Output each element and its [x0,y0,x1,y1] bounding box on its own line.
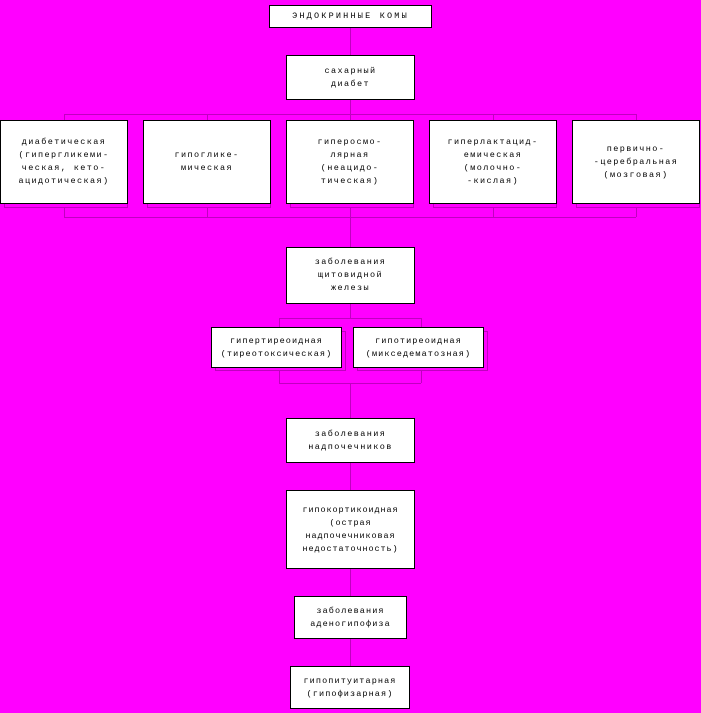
connector-d4-down [493,207,494,217]
node-hypocorticoid-coma-line-1: (острая [329,517,372,528]
node-hypocorticoid-coma-line-2: надпочечниковая [305,530,396,541]
node-diabetic-coma-line-1: (гипергликеми- [18,150,110,160]
node-primary-cerebral-coma[interactable] [572,120,700,204]
node-thyroid-diseases-line-1: щитовидной [317,270,383,280]
node-hypoglycemic-coma-line-0: гипоглике- [174,150,240,160]
connector-d3-down [350,207,351,217]
node-adenohypophysis-diseases-line-1: аденогипофиза [310,618,391,629]
connector-root-to-diabetes [350,28,351,55]
node-diabetic-coma-line-0: диабетическая [21,137,107,147]
node-thyroid-diseases-line-0: заболевания [314,257,387,267]
node-hypoglycemic-coma[interactable] [143,120,271,204]
node-hypothyroid-coma-line-0: гипотиреоидная [375,335,462,346]
node-diabetic-coma-line-3: ацидотическая) [18,176,110,186]
node-hyperthyroid-coma-line-0: гипертиреоидная [229,335,323,346]
node-hyperlactacidemic-coma-line-3: -кислая) [466,176,519,186]
node-hyperlactacidemic-coma[interactable] [429,120,557,204]
node-diabetes-line-1: диабет [330,78,370,89]
node-adenohypophysis-diseases[interactable] [294,596,407,639]
node-adenohypophysis-diseases-line-0: заболевания [316,605,385,616]
connector-d1-down [64,207,65,217]
node-root[interactable] [269,5,432,28]
node-hyperosmolar-coma[interactable] [286,120,414,204]
node-hypopituitary-coma-line-1: (гипофизарная) [306,688,394,699]
node-hypocorticoid-coma[interactable] [286,490,415,569]
node-diabetic-coma-line-2: ческая, кето- [21,163,107,173]
node-hypocorticoid-coma-line-3: недостаточность) [302,543,399,554]
connector-t1-down [279,370,280,383]
node-diabetic-coma[interactable] [0,120,128,204]
node-diabetes[interactable] [286,55,415,100]
connector-pituitary-to-p1 [350,639,351,666]
connector-adrenal-to-a1 [350,463,351,490]
node-hypopituitary-coma[interactable] [290,666,410,709]
node-primary-cerebral-coma-line-1: -церебральная [593,156,679,167]
node-primary-cerebral-coma-line-0: первично- [606,143,666,154]
node-hyperosmolar-coma-line-1: лярная [330,150,370,160]
node-hypopituitary-coma-line-0: гипопитуитарная [303,675,397,686]
node-primary-cerebral-coma-line-2: (мозговая) [603,169,669,180]
connector-bus-thyroid-top [279,318,421,319]
connector-bus-to-adrenal [350,383,351,418]
node-hyperlactacidemic-coma-line-0: гиперлактацид- [447,137,539,147]
node-hyperosmolar-coma-line-2: (неацидо- [320,163,380,173]
node-adrenal-diseases[interactable] [286,418,415,463]
connector-thyroid-down [350,304,351,318]
node-adrenal-diseases-line-1: надпочечников [308,441,393,452]
node-adrenal-diseases-line-0: заболевания [314,428,387,439]
connector-t2-down [421,370,422,383]
connector-d5-down [636,207,637,217]
node-hyperlactacidemic-coma-line-1: емическая [463,150,523,160]
connector-diabetes-to-bus [350,100,351,114]
connector-d2-down [207,207,208,217]
node-hypothyroid-coma-line-1: (микседематозная) [365,348,472,359]
node-hypocorticoid-coma-line-0: гипокортикоидная [302,504,399,515]
node-root-line-0: ЭНДОКРИННЫЕ КОМЫ [292,11,409,21]
node-thyroid-diseases-line-2: железы [330,283,370,293]
node-hyperthyroid-coma-line-1: (тиреотоксическая) [220,348,333,359]
node-hyperosmolar-coma-line-0: гиперосмо- [317,137,383,147]
node-hypoglycemic-coma-line-1: мическая [180,163,233,173]
node-hypothyroid-coma[interactable] [353,327,484,368]
connector-bus-to-thyroid [350,217,351,247]
connector-a1-to-pituitary [350,569,351,596]
node-hyperosmolar-coma-line-3: тическая) [320,176,380,186]
node-hyperthyroid-coma[interactable] [211,327,342,368]
node-hyperlactacidemic-coma-line-2: (молочно- [463,163,523,173]
node-diabetes-line-0: сахарный [324,65,377,76]
node-thyroid-diseases[interactable] [286,247,415,304]
